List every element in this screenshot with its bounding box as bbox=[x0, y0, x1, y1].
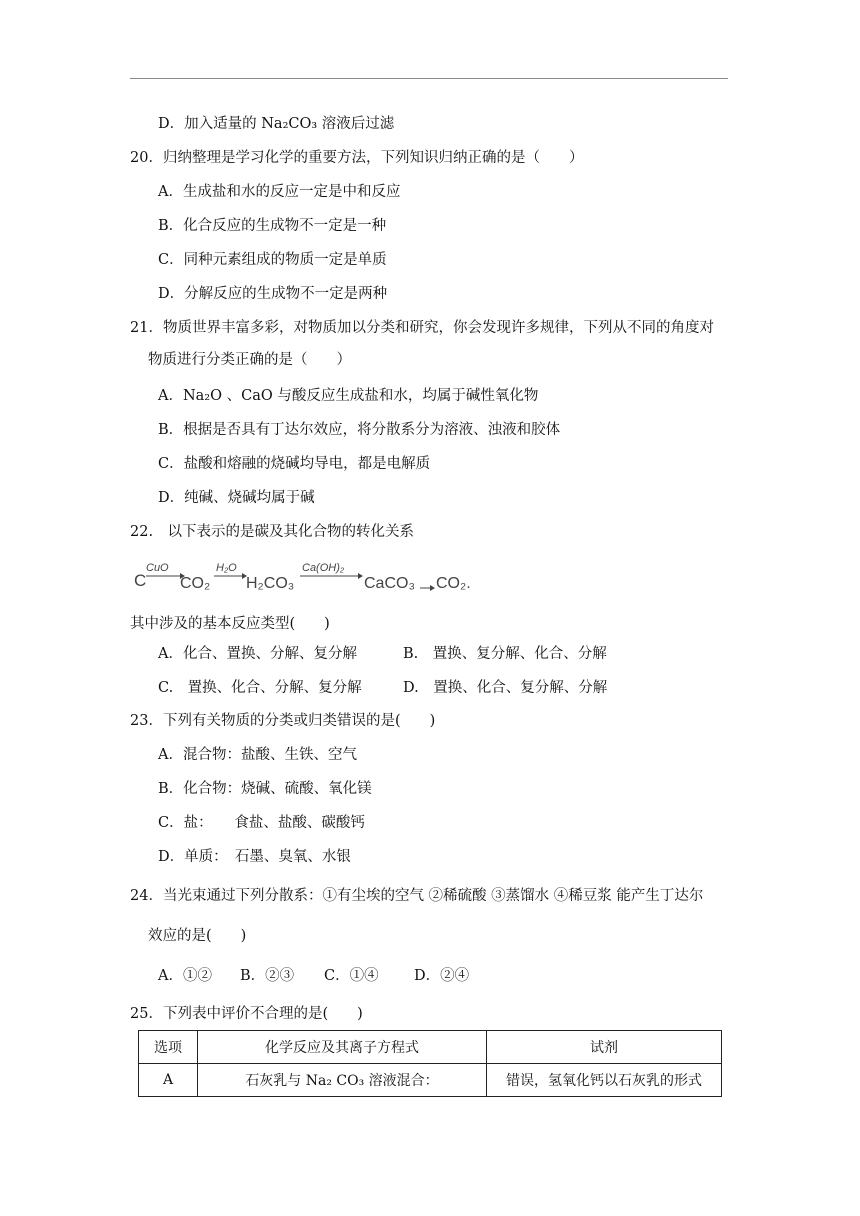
table-header: 试剂 bbox=[487, 1031, 722, 1064]
q23-option-b: B．化合物：烧碱、硫酸、氧化镁 bbox=[158, 781, 372, 797]
q21-option-c: C．盐酸和熔融的烧碱均导电，都是电解质 bbox=[158, 456, 431, 472]
q20-stem: 20．归纳整理是学习化学的重要方法，下列知识归纳正确的是（ ） bbox=[130, 150, 584, 166]
q22-stem: 22. 以下表示的是碳及其化合物的转化关系 bbox=[130, 524, 415, 540]
reaction-label-cuo: CuO bbox=[146, 562, 169, 574]
q21-option-a: A．Na₂O 、CaO 与酸反应生成盐和水，均属于碱性氧化物 bbox=[158, 388, 539, 404]
q23-option-a: A．混合物：盐酸、生铁、空气 bbox=[158, 747, 357, 763]
q23-stem: 23．下列有关物质的分类或归类错误的是( ) bbox=[130, 713, 436, 729]
reaction-caco3: CaCO₃ bbox=[364, 575, 415, 592]
q25-evaluation-table bbox=[138, 1030, 722, 1097]
q22-option-a: A．化合、置换、分解、复分解 bbox=[158, 646, 357, 662]
q24-option-b: B．②③ bbox=[240, 968, 295, 984]
q21-stem-line2: 物质进行分类正确的是（ ） bbox=[148, 352, 351, 368]
q20-option-b: B．化合反应的生成物不一定是一种 bbox=[158, 218, 387, 234]
q20-option-c: C．同种元素组成的物质一定是单质 bbox=[158, 252, 387, 268]
q21-stem-line1: 21．物质世界丰富多彩，对物质加以分类和研究，你会发现许多规律，下列从不同的角度对 bbox=[130, 320, 714, 336]
q21-option-b: B．根据是否具有丁达尔效应，将分散系分为溶液、浊液和胶体 bbox=[158, 422, 561, 438]
q22-option-b: B. 置换、复分解、化合、分解 bbox=[403, 646, 607, 662]
q25-stem: 25．下列表中评价不合理的是( ) bbox=[130, 1006, 363, 1022]
header-rule bbox=[130, 78, 728, 79]
q23-option-c: C．盐： 食盐、盐酸、碳酸钙 bbox=[158, 815, 365, 831]
reaction-label-caoh2: Ca(OH)₂ bbox=[302, 562, 345, 574]
q20-option-a: A．生成盐和水的反应一定是中和反应 bbox=[158, 184, 401, 200]
reaction-label-h2o: H₂O bbox=[216, 562, 237, 574]
reaction-h2co3: H₂CO₃ bbox=[246, 575, 295, 592]
q24-options bbox=[158, 964, 469, 985]
q22-option-d: D. 置换、化合、复分解、分解 bbox=[403, 680, 608, 696]
q21-option-d: D．纯碱、烧碱均属于碱 bbox=[158, 490, 315, 506]
table-row bbox=[139, 1064, 722, 1097]
q22-stem-types: 其中涉及的基本反应类型( ) bbox=[130, 616, 330, 632]
reaction-co2: CO₂ bbox=[180, 575, 211, 592]
table-header-row bbox=[139, 1031, 722, 1064]
q20-option-d: D．分解反应的生成物不一定是两种 bbox=[158, 286, 388, 302]
q19-option-d: D．加入适量的 Na₂CO₃ 溶液后过滤 bbox=[158, 116, 395, 132]
table-cell: A bbox=[139, 1064, 198, 1097]
table-header: 化学反应及其离子方程式 bbox=[198, 1031, 487, 1064]
q24-stem-line1: 24．当光束通过下列分散系：①有尘埃的空气 ②稀硫酸 ③蒸馏水 ④稀豆浆 能产生丁达尔 bbox=[130, 888, 704, 904]
q24-stem-line2: 效应的是( ) bbox=[148, 928, 247, 944]
q24-option-a: A．①② bbox=[158, 968, 212, 984]
table-cell: 石灰乳与 Na₂ CO₃ 溶液混合： bbox=[198, 1064, 487, 1097]
q24-option-d: D．②④ bbox=[414, 968, 470, 984]
reaction-co2-final: CO₂. bbox=[436, 575, 471, 592]
reaction-c: C bbox=[134, 571, 147, 590]
table-header: 选项 bbox=[139, 1031, 198, 1064]
q24-option-c: C．①④ bbox=[324, 968, 379, 984]
carbon-conversion-scheme bbox=[134, 560, 474, 596]
q22-option-c: C. 置换、化合、分解、复分解 bbox=[158, 680, 362, 696]
q23-option-d: D．单质： 石墨、臭氧、水银 bbox=[158, 849, 351, 865]
table-cell: 错误，氢氧化钙以石灰乳的形式 bbox=[487, 1064, 722, 1097]
